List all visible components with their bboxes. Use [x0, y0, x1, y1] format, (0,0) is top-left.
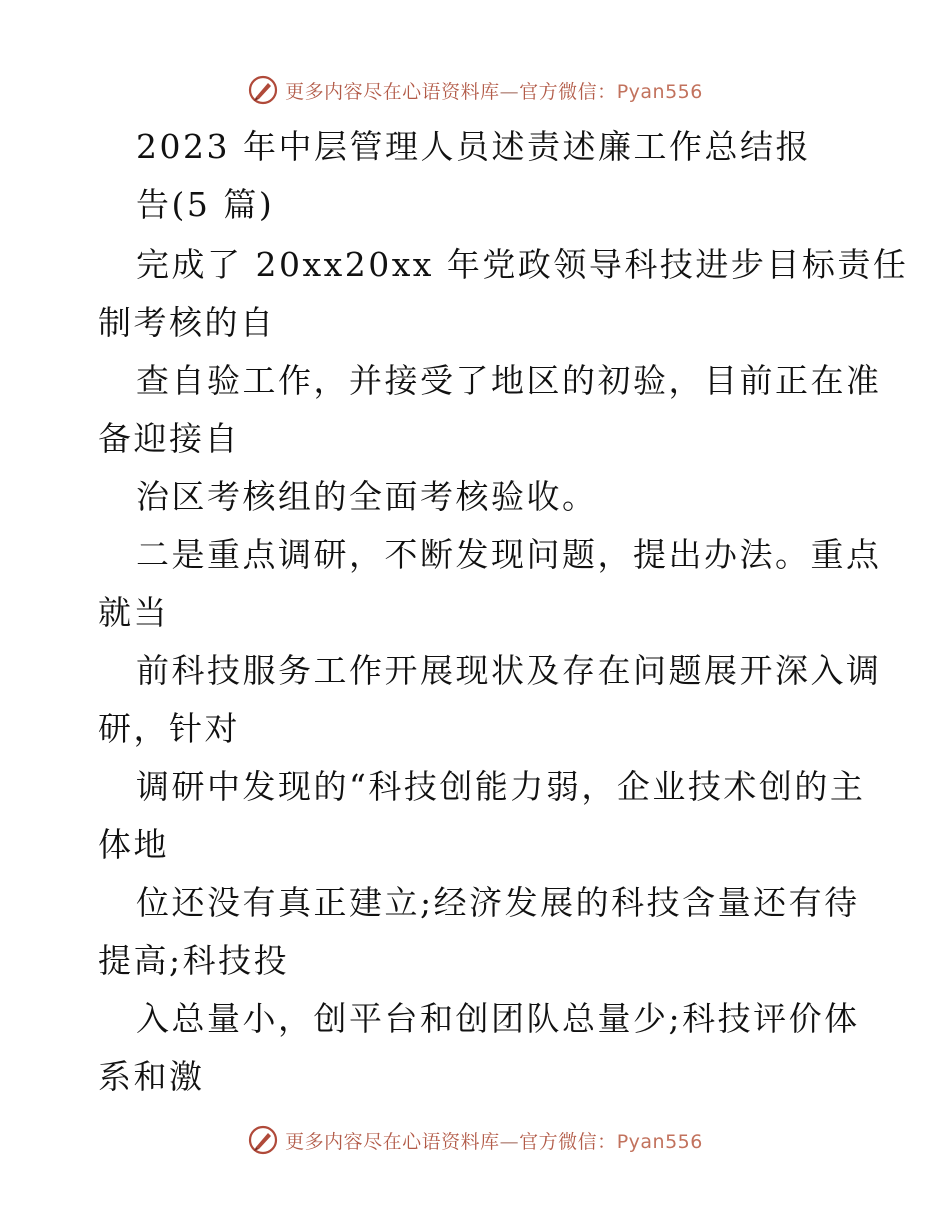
footer-banner: [0, 1120, 950, 1160]
paragraph-line: 位还没有真正建立;经济发展的科技含量还有待: [136, 883, 860, 922]
pen-logo-icon: [247, 1124, 279, 1156]
paragraph-line: 系和激: [98, 1057, 205, 1096]
paragraph-line: 入总量小，创平台和创团队总量少;科技评价体: [136, 999, 860, 1038]
paragraph-line: 制考核的自: [98, 303, 276, 342]
paragraph-line: 治区考核组的全面考核验收。: [136, 477, 598, 516]
paragraph-line: 调研中发现的“科技创能力弱，企业技术创的主: [136, 767, 866, 806]
paragraph-line: 二是重点调研，不断发现问题，提出办法。重点: [136, 535, 882, 574]
title-line: 2023 年中层管理人员述责述廉工作总结报: [136, 127, 811, 166]
paragraph-line: 前科技服务工作开展现状及存在问题展开深入调: [136, 651, 882, 690]
paragraph-line: 完成了 20xx20xx 年党政领导科技进步目标责任: [136, 245, 909, 284]
paragraph-line: 研，针对: [98, 709, 240, 748]
title-line: 告(5 篇): [136, 185, 275, 224]
banner-text: 更多内容尽在心语资料库—官方微信：Pyan556: [285, 80, 703, 103]
paragraph-line: 提高;科技投: [98, 941, 290, 980]
paragraph-line: 就当: [98, 593, 169, 632]
paragraph-line: 查自验工作，并接受了地区的初验，目前正在准: [136, 361, 882, 400]
header-banner: [0, 70, 950, 110]
banner-text: 更多内容尽在心语资料库—官方微信：Pyan556: [285, 1130, 703, 1153]
pen-logo-icon: [247, 74, 279, 106]
paragraph-line: 备迎接自: [98, 419, 240, 458]
paragraph-line: 体地: [98, 825, 169, 864]
